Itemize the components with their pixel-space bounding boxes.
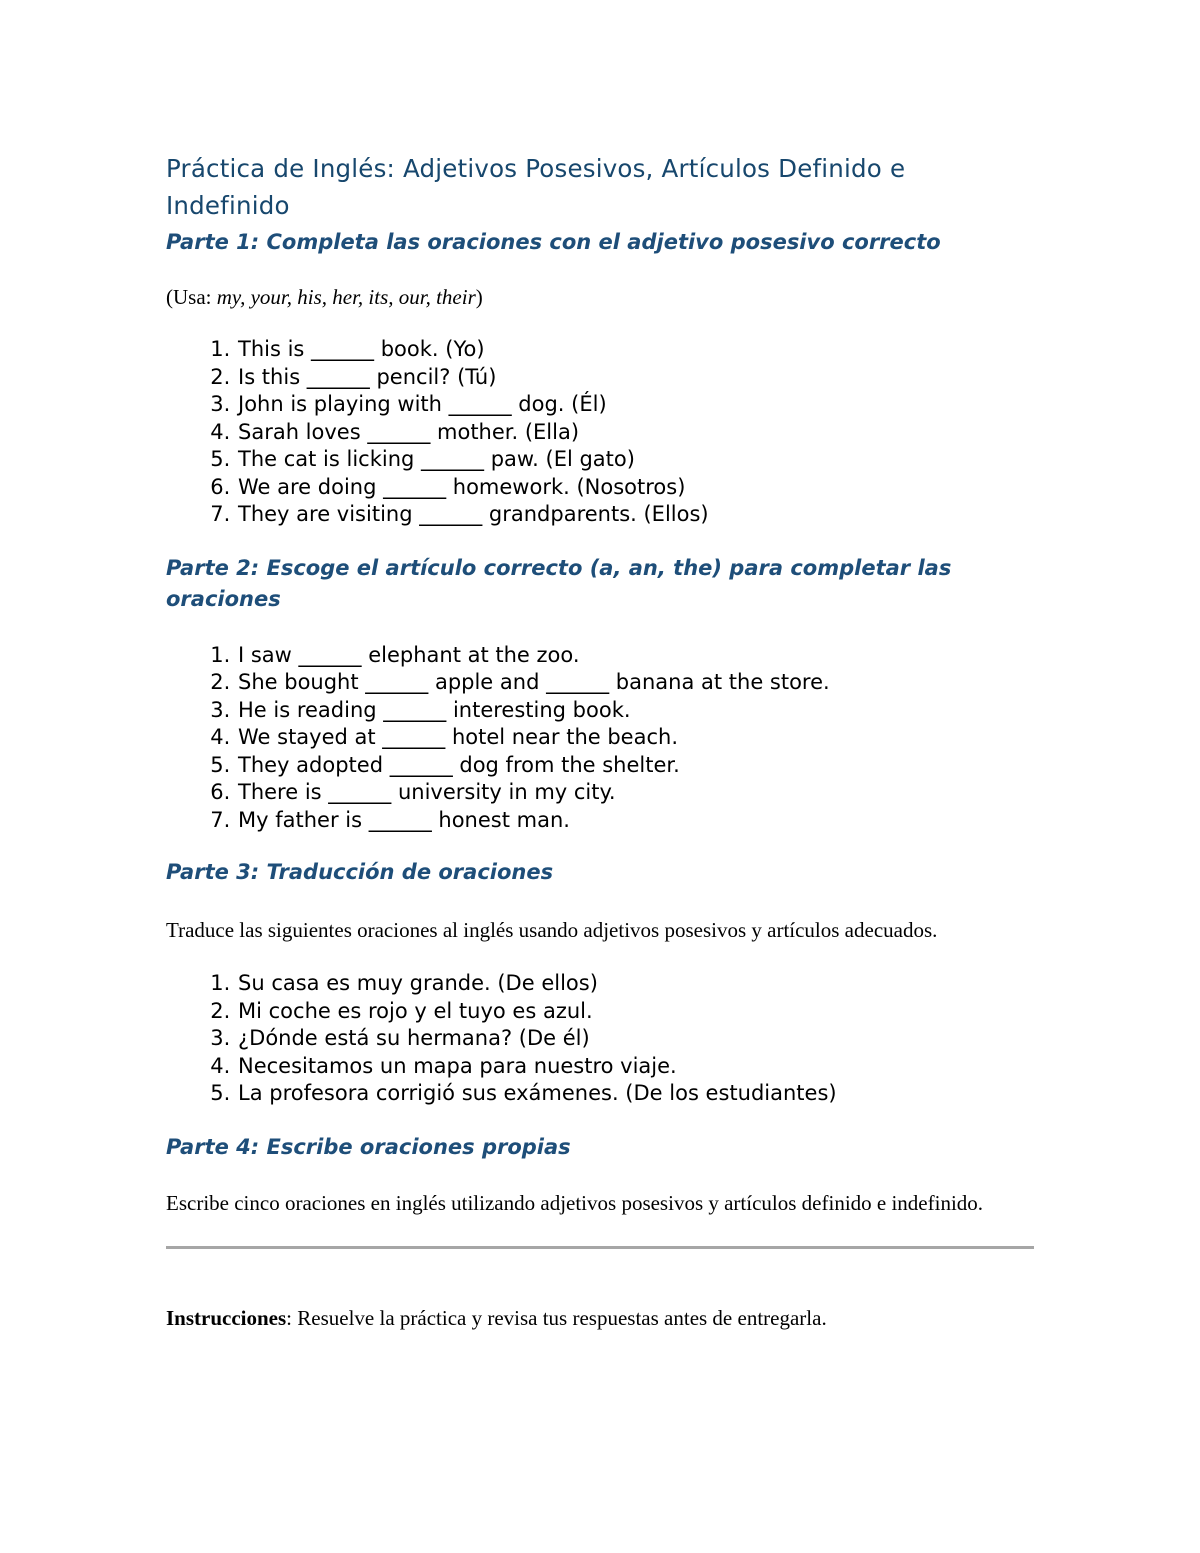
- part3-heading: Parte 3: Traducción de oraciones: [166, 860, 554, 884]
- list-item: 5. La profesora corrigió sus exámenes. (De los estudiantes): [237, 1080, 1034, 1108]
- hint-suffix: ): [475, 285, 483, 309]
- part1-list: [166, 336, 1034, 529]
- list-item: 6. There is ______ university in my city.: [237, 779, 1034, 807]
- list-item: 2. Mi coche es rojo y el tuyo es azul.: [237, 998, 1034, 1026]
- list-item: 3. ¿Dónde está su hermana? (De él): [237, 1025, 1034, 1053]
- list-item: 4. We stayed at ______ hotel near the beach.: [237, 724, 1034, 752]
- part1-hint: [166, 283, 1034, 311]
- list-item: 7. They are visiting ______ grandparents. (Ellos): [237, 501, 1034, 529]
- part3-list: [166, 970, 1034, 1108]
- horizontal-rule: [166, 1246, 1034, 1249]
- instructions-text: : Resuelve la práctica y revisa tus respuestas antes de entregarla.: [286, 1305, 827, 1330]
- part4-heading: Parte 4: Escribe oraciones propias: [166, 1134, 571, 1159]
- part2-heading: Parte 2: Escoge el artículo correcto (a, an, the) para completar las oraciones: [166, 555, 952, 611]
- list-item: 1. I saw ______ elephant at the zoo.: [237, 642, 1034, 670]
- hint-prefix: (Usa:: [166, 285, 217, 309]
- list-item: 6. We are doing ______ homework. (Nosotros): [237, 474, 1034, 502]
- part4-intro: Escribe cinco oraciones en inglés utilizando adjetivos posesivos y artículos definido e indefinido.: [166, 1190, 984, 1215]
- list-item: 5. The cat is licking ______ paw. (El gato): [237, 446, 1034, 474]
- list-item: 2. Is this ______ pencil? (Tú): [237, 364, 1034, 392]
- hint-words: my, your, his, her, its, our, their: [216, 285, 476, 309]
- document-page: [166, 150, 1034, 1332]
- instructions-label: Instrucciones: [166, 1305, 287, 1330]
- instructions: [166, 1304, 1034, 1332]
- part2-list: [166, 642, 1034, 835]
- list-item: 1. This is ______ book. (Yo): [237, 336, 1034, 364]
- list-item: 1. Su casa es muy grande. (De ellos): [237, 970, 1034, 998]
- part1-heading: Parte 1: Completa las oraciones con el adjetivo posesivo correcto: [166, 230, 941, 254]
- list-item: 2. She bought ______ apple and ______ banana at the store.: [237, 669, 1034, 697]
- list-item: 3. John is playing with ______ dog. (Él): [237, 391, 1034, 419]
- list-item: 4. Necesitamos un mapa para nuestro viaje.: [237, 1053, 1034, 1081]
- list-item: 5. They adopted ______ dog from the shelter.: [237, 752, 1034, 780]
- list-item: 4. Sarah loves ______ mother. (Ella): [237, 419, 1034, 447]
- list-item: 3. He is reading ______ interesting book.: [237, 697, 1034, 725]
- list-item: 7. My father is ______ honest man.: [237, 807, 1034, 835]
- part3-intro: Traduce las siguientes oraciones al inglés usando adjetivos posesivos y artículos adecuados.: [166, 918, 938, 942]
- page-title: Práctica de Inglés: Adjetivos Posesivos, Artículos Definido e Indefinido: [166, 154, 906, 220]
